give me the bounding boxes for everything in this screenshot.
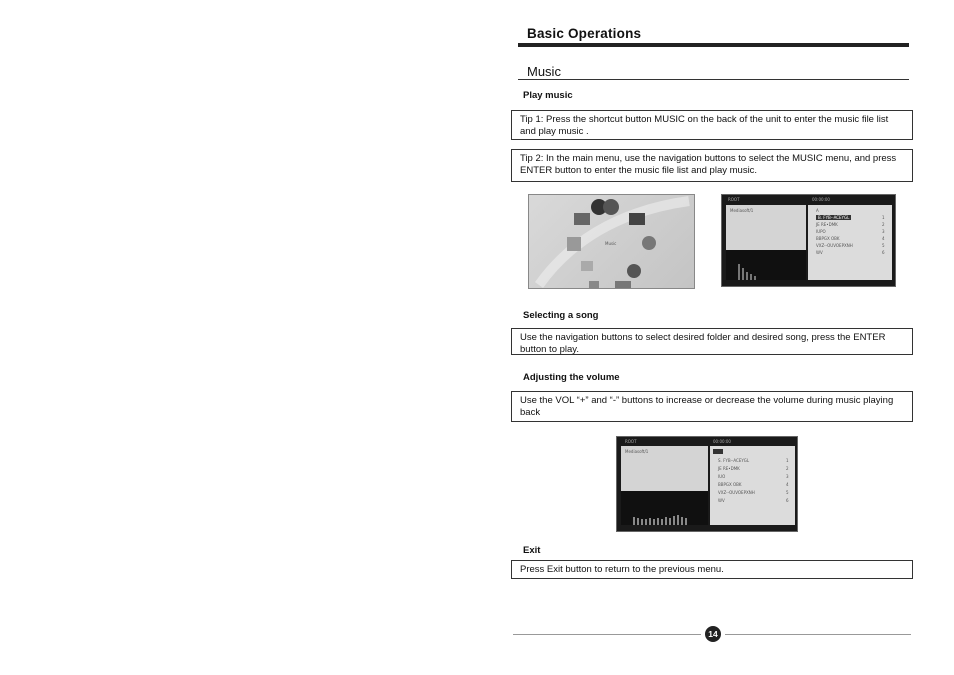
- info-panel: [621, 446, 708, 491]
- spectrum-panel: [726, 250, 806, 280]
- footer-rule-right: [725, 634, 911, 635]
- file-number: 3: [882, 229, 885, 234]
- subsection-rule: [518, 79, 909, 80]
- file-number: 5: [882, 243, 885, 248]
- file-list-item[interactable]: JE RE•DMK: [718, 466, 740, 471]
- page-number: 14: [705, 626, 721, 642]
- file-list-item[interactable]: WV: [718, 498, 725, 503]
- file-number: 1: [882, 215, 885, 220]
- tip1-box: [511, 110, 913, 140]
- file-list-item[interactable]: IUO: [718, 474, 726, 479]
- file-list-item[interactable]: VXZ--OUVOEPXNH: [816, 243, 853, 248]
- file-list-item[interactable]: JE RE•DMK: [816, 222, 838, 227]
- file-number: 2: [786, 466, 789, 471]
- notes-icon: [567, 237, 581, 251]
- camera-icon: [629, 213, 645, 225]
- exit-heading: Exit: [523, 545, 541, 556]
- file-list-item[interactable]: BBPGX OBK: [718, 482, 742, 487]
- file-list-screenshot-large: [616, 436, 798, 532]
- settings-icon: [627, 264, 641, 278]
- file-list-item[interactable]: WV: [816, 250, 823, 255]
- folder-icon: [713, 449, 723, 454]
- footer-rule-left: [513, 634, 701, 635]
- file-number: 6: [786, 498, 789, 503]
- file-list-item[interactable]: VXZ--OUVOEPXNH: [718, 490, 755, 495]
- file-list-item[interactable]: A: [816, 208, 819, 213]
- selecting-box: [511, 328, 913, 355]
- file-icon: [581, 261, 593, 271]
- selecting-text: Use the navigation buttons to select desired folder and desired song, press the ENTER button to play.: [520, 332, 886, 355]
- exit-box: [511, 560, 913, 579]
- file-number: 6: [882, 250, 885, 255]
- file-number: 5: [786, 490, 789, 495]
- clock-label: 00:00:00: [713, 439, 731, 444]
- tip1-text: Tip 1: Press the shortcut button MUSIC on the back of the unit to enter the music file list and play music .: [520, 114, 889, 137]
- gear-icon: [642, 236, 656, 250]
- tip2-box: [511, 149, 913, 182]
- file-list-item[interactable]: BBPGX OBK: [816, 236, 840, 241]
- photo-icon: [574, 213, 590, 225]
- now-playing-label: Mediasoft/1: [730, 208, 754, 213]
- subsection-title: Music: [527, 64, 561, 79]
- section-title: Basic Operations: [527, 26, 642, 41]
- file-list-panel: [808, 205, 892, 280]
- exit-text: Press Exit button to return to the previous menu.: [520, 564, 724, 575]
- clock-label: 00:00:00: [812, 197, 830, 202]
- path-label: ROOT: [728, 197, 740, 202]
- tip2-text: Tip 2: In the main menu, use the navigation buttons to select the MUSIC menu, and press ENTER button to enter the music file list and play music.: [520, 153, 897, 176]
- file-number: 1: [786, 458, 789, 463]
- volume-box: [511, 391, 913, 422]
- file-list-item[interactable]: S. FYB--ACEYGL: [718, 458, 750, 463]
- now-playing-label: Mediasoft/1: [625, 449, 649, 454]
- title-rule: [518, 43, 909, 47]
- volume-heading: Adjusting the volume: [523, 372, 620, 383]
- menu-music-label: Music: [605, 241, 617, 246]
- file-list-item[interactable]: IUPO: [816, 229, 826, 234]
- file-number: 3: [786, 474, 789, 479]
- file-number: 2: [882, 222, 885, 227]
- selecting-heading: Selecting a song: [523, 310, 599, 321]
- file-number: 4: [882, 236, 885, 241]
- path-label: ROOT: [625, 439, 637, 444]
- play-music-heading: Play music: [523, 90, 573, 101]
- spectrum-panel: [621, 491, 708, 525]
- file-number: 4: [786, 482, 789, 487]
- info-panel: [726, 205, 806, 250]
- main-menu-screenshot: [528, 194, 695, 289]
- file-list-panel: [710, 446, 795, 525]
- volume-text: Use the VOL “+” and “-” buttons to increase or decrease the volume during music playing back: [520, 395, 894, 418]
- file-list-item-selected[interactable]: B. FYB--ACEYGL: [818, 215, 850, 220]
- file-list-screenshot-small: [721, 194, 896, 287]
